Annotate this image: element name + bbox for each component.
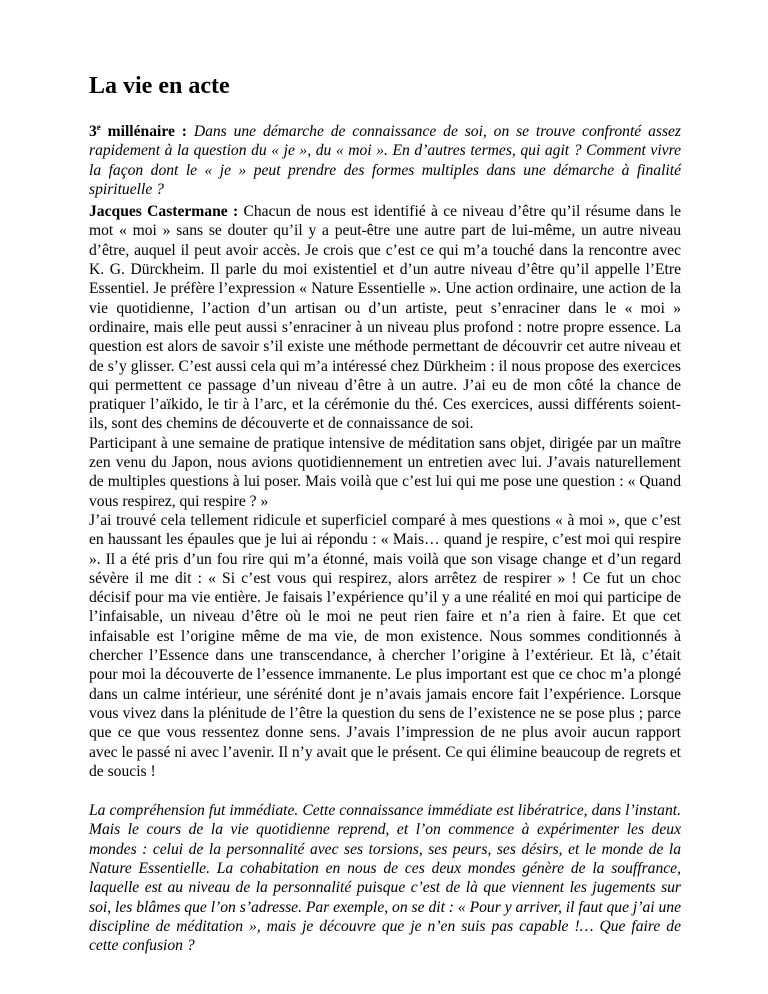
interviewer-label-number: 3 xyxy=(89,123,97,140)
answer-paragraph-2: Participant à une semaine de pratique intensive de méditation sans objet, dirigée par un maître zen venu du Japon, nous avions quotidiennement un entretien avec lui. J’avais naturellement de multiples questions à lui poser. Mais voilà que c’est lui qui me pose une question : « Quand vous respirez, qui respire ? » xyxy=(89,434,681,510)
question-2-text: La compréhension fut immédiate. Cette connaissance immédiate est libératrice, dans l’instant. Mais le cours de la vie quotidienne reprend, et l’on commence à expérimenter les deux mondes : celui de la personnalité avec ses torsions, ses peurs, ses désirs, et le monde de la Nature Essentielle. La cohabitation en nous de ces deux mondes génère de la souffrance, laquelle est au niveau de la personnalité puisque c’est de là que viennent les jugements sur soi, les blâmes que l’on s’adresse. Par exemple, on se dit : « Pour y arriver, il faut que j’ai une discipline de méditation », mais je découvre que je n’en suis pas capable !… Que faire de cette confusion ? xyxy=(89,802,681,955)
answer-paragraph-3: J’ai trouvé cela tellement ridicule et superficiel comparé à mes questions « à moi », que c’est en haussant les épaules que je lui ai répondu : « Mais… quand je respire, c’est moi qui respire ». Il a été pris d’un fou rire qui m’a étonné, mais voilà que son visage change et d’un regard sévère il me dit : « Si c’est vous qui respirez, alors arrêtez de respirer » ! Ce fut un choc décisif pour ma vie entière. Je faisais l’expérience qu’il y a une réalité en moi qui participe de l’infaisable, un niveau d’être où le moi ne peut rien faire et n’a rien à faire. Et que cet infaisable est l’origine même de ma vie, de mon existence. Nous sommes conditionnés à chercher l’Essence dans une transcendance, à chercher l’origine à l’extérieur. Et là, c’était pour moi la découverte de l’essence immanente. Le plus important est que ce choc m’a plongé dans un calme intérieur, une sérénité dont je n’avais jamais encore fait l’expérience. Lorsque vous vivez dans la plénitude de l’être la question du sens de l’existence ne se pose plus ; parce que ce que vous ressentez donne sens. J’avais l’impression de ne plus avoir aucun rapport avec le passé ni avec l’avenir. Il n’y avait que le présent. Ce qui élimine beaucoup de regrets et de soucis ! xyxy=(89,511,681,780)
interviewer-label xyxy=(89,123,187,140)
interviewer-question-2 xyxy=(89,801,681,955)
interviewer-question-1 xyxy=(89,122,681,199)
document-page xyxy=(89,70,681,955)
answer-paragraph-1-text: Chacun de nous est identifié à ce niveau d’être qu’il résume dans le mot « moi » sans se douter qu’il y a peut-être une autre part de lui-même, un autre niveau d’être, auquel il peut avoir accès. Je crois que c’est ce qui m’a touché dans la rencontre avec K. G. Dürckheim. Il parle du moi existentiel et d’un autre niveau d’être qu’il appelle l’Etre Essentiel. Je préfère l’expression « Nature Essentielle ». Une action ordinaire, une action de la vie quotidienne, l’action d’un artisan ou d’un artiste, peut s’enraciner dans le « moi » ordinaire, mais elle peut aussi s’enraciner à un niveau plus profond : notre propre essence. La question est alors de savoir s’il existe une méthode permettant de découvrir cet autre niveau et de s’y glisser. C’est aussi cela qui m’a intéressé chez Dürkheim : il nous propose des exercices qui permettent ce passage d’un niveau d’être à un autre. J’ai eu de mon côté la chance de pratiquer l’aïkido, le tir à l’arc, et la cérémonie du thé. Ces exercices, aussi différents soient-ils, sont des chemins de découverte et de connaissance de soi. xyxy=(89,203,682,433)
respondent-label: Jacques Castermane : xyxy=(89,203,239,221)
question-1-text: Dans une démarche de connaissance de soi, on se trouve confronté assez rapidement à la question du « je », du « moi ». En d’autres termes, qui agit ? Comment vivre la façon dont le « je » peut prendre des formes multiples dans une démarche à finalité spirituelle ? xyxy=(89,123,682,198)
interviewer-label-superscript: e xyxy=(96,122,101,132)
page-title: La vie en acte xyxy=(89,73,230,99)
answer-paragraph-1 xyxy=(89,202,681,434)
interviewer-label-rest: millénaire : xyxy=(100,123,187,140)
